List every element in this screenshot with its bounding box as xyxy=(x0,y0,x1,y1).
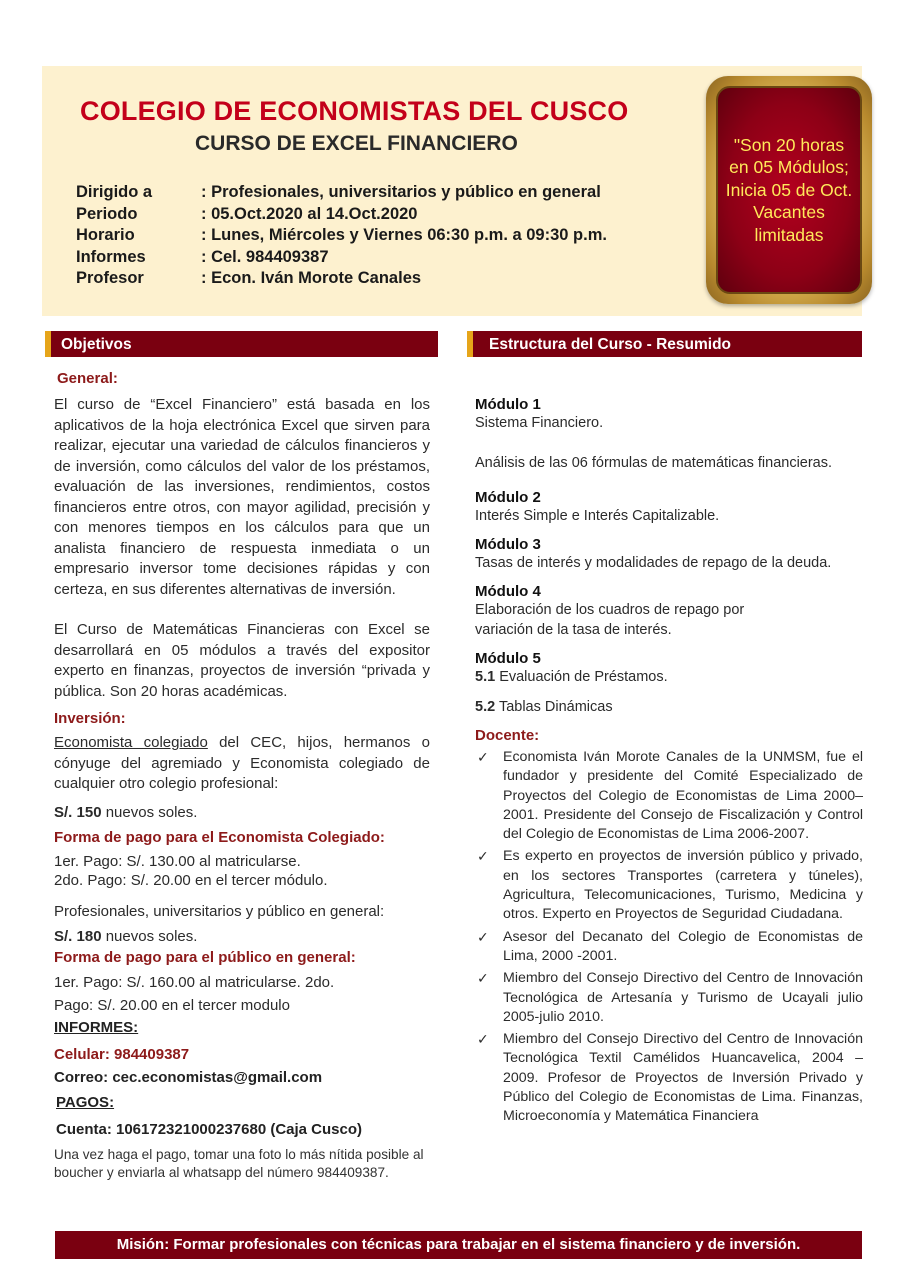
cuenta-text: Cuenta: 106172321000237680 (Caja Cusco) xyxy=(56,1121,363,1138)
pago-publico-heading: Forma de pago para el público en general: xyxy=(54,949,356,966)
general-paragraph-1: El curso de “Excel Financiero” está basada en los aplicativos de la hoja electrónica Excel que sirven para realizar, ejecutar una variedad de cálculos financieros y de inversión, como cálculos del valor de los préstamos, evaluación de las inversiones, rendimientos, costos financieros entre otros, con mayor agilidad, precisión y con menores tiempos en los cálculos para que un analista financiero de respuesta inmediata o un empresario inversor tome decisiones rápidas y con certeza, en sus diferentes alternativas de inversión. xyxy=(54,396,430,598)
course-info xyxy=(76,183,607,291)
pago-publico-line-1: 1er. Pago: S/. 160.00 al matricularse. 2do. xyxy=(54,974,335,991)
publico-text: Profesionales, universitarios y público en general: xyxy=(54,903,385,920)
promo-badge xyxy=(706,76,872,304)
module-2: Módulo 2 Interés Simple e Interés Capitalizable. xyxy=(475,489,720,524)
pagos-heading: PAGOS: xyxy=(56,1094,115,1111)
module-5-item: 5.2 Tablas Dinámicas xyxy=(475,699,613,715)
price-colegiado: S/. 150 nuevos soles. xyxy=(54,803,198,821)
section-bar-accent xyxy=(45,331,51,357)
info-row-dirigido: Dirigido a : Profesionales, universitarios y público en general xyxy=(76,183,601,201)
docente-item: ✓ Miembro del Consejo Directivo del Centro de Innovación Tecnológica Textil Camélidos Huancavelica, 2004 – 2009. Profesor de Proyectos de Inversión Privado y Público del Colegio de Economistas de Lima. Finanzas, Microeconomía y Matemática Financiera xyxy=(477,1031,863,1125)
check-icon: ✓ xyxy=(477,1031,489,1048)
docente-item: ✓ Es experto en proyectos de inversión público y privado, en los sectores Transportes (carretera y túneles), Agricultura, Telecomunicaciones, Turismo, Medicina y otros. Experto en Proyectos de Seguridad Ciudadana. xyxy=(477,848,863,923)
module-5-item: 5.1 Evaluación de Préstamos. xyxy=(475,669,668,685)
inversion-heading: Inversión: xyxy=(54,710,126,727)
left-column xyxy=(54,370,430,1182)
general-heading: General: xyxy=(57,370,118,387)
right-column xyxy=(475,396,863,1130)
module-4: Módulo 4 Elaboración de los cuadros de repago por variación de la tasa de interés. xyxy=(475,583,745,638)
module-5: Módulo 5 5.1 Evaluación de Préstamos. 5.2 Tablas Dinámicas xyxy=(475,650,863,717)
docente-heading: Docente: xyxy=(475,727,540,744)
check-icon: ✓ xyxy=(477,848,489,865)
section-bar-accent xyxy=(467,331,473,357)
info-row-informes: Informes : Cel. 984409387 xyxy=(76,247,329,266)
informes-heading: INFORMES: xyxy=(54,1019,139,1036)
module-1: Módulo 1 Sistema Financiero. Análisis de las 06 fórmulas de matemáticas financieras. xyxy=(475,396,833,471)
docente-item: ✓ Economista Iván Morote Canales de la UNMSM, fue el fundador y presidente del Comité Especializado de Proyectos del Colegio de Economistas de Lima 2000– 2001. Presidente del Consejo de Fiscalización y Control del Colegio de Economistas de Lima 2006-2007. xyxy=(477,749,863,843)
info-row-periodo: Periodo : 05.Oct.2020 al 14.Oct.2020 xyxy=(76,204,418,223)
docente-item: ✓ Asesor del Decanato del Colegio de Economistas de Lima, 2000 -2001. xyxy=(477,928,863,964)
module-3: Módulo 3 Tasas de interés y modalidades de repago de la deuda. xyxy=(475,536,832,571)
general-paragraph-2: El Curso de Matemáticas Financieras con Excel se desarrollará en 05 módulos a través del expositor experto en finanzas, proyectos de inversión “privada y pública. Son 20 horas académicas. xyxy=(54,621,430,700)
price-publico: S/. 180 nuevos soles. xyxy=(54,927,198,945)
pago-colegiado-line-1: 1er. Pago: S/. 130.00 al matricularse. xyxy=(54,853,301,870)
section-bar-objetivos: Objetivos xyxy=(45,331,438,357)
pago-nota: Una vez haga el pago, tomar una foto lo más nítida posible al boucher y enviarla al whatsapp del número 984409387. xyxy=(54,1147,424,1180)
pago-colegiado-heading: Forma de pago para el Economista Colegiado: xyxy=(54,829,385,846)
pago-publico-line-2: Pago: S/. 20.00 en el tercer modulo xyxy=(54,997,290,1014)
inversion-paragraph: Economista colegiado del CEC, hijos, hermanos o cónyuge del agremiado y Economista colegiado de cualquier otro colegio profesional: xyxy=(54,734,430,792)
docente-item: ✓ Miembro del Consejo Directivo del Centro de Innovación Tecnológica de Artesanía y Turismo de Ucayali julio 2005-julio 2010. xyxy=(477,970,863,1025)
pago-colegiado-line-2: 2do. Pago: S/. 20.00 en el tercer módulo. xyxy=(54,872,328,889)
page-title: COLEGIO DE ECONOMISTAS DEL CUSCO xyxy=(80,96,629,126)
check-icon: ✓ xyxy=(477,970,489,987)
correo-text: Correo: cec.economistas@gmail.com xyxy=(54,1069,323,1086)
course-subtitle: CURSO DE EXCEL FINANCIERO xyxy=(195,132,518,155)
check-icon: ✓ xyxy=(477,928,489,945)
check-icon: ✓ xyxy=(477,749,489,765)
docente-list xyxy=(475,748,863,1127)
info-row-profesor: Profesor : Econ. Iván Morote Canales xyxy=(76,269,422,287)
section-bar-estructura: Estructura del Curso - Resumido xyxy=(467,331,862,357)
celular-text: Celular: 984409387 xyxy=(54,1046,190,1063)
info-row-horario: Horario : Lunes, Miércoles y Viernes 06:30 p.m. a 09:30 p.m. xyxy=(76,226,607,244)
mission-footer: Misión: Formar profesionales con técnicas para trabajar en el sistema financiero y de inversión. xyxy=(55,1231,862,1259)
promo-badge-text: "Son 20 horas en 05 Módulos; Inicia 05 de Oct. Vacantes limitadas xyxy=(716,86,862,294)
